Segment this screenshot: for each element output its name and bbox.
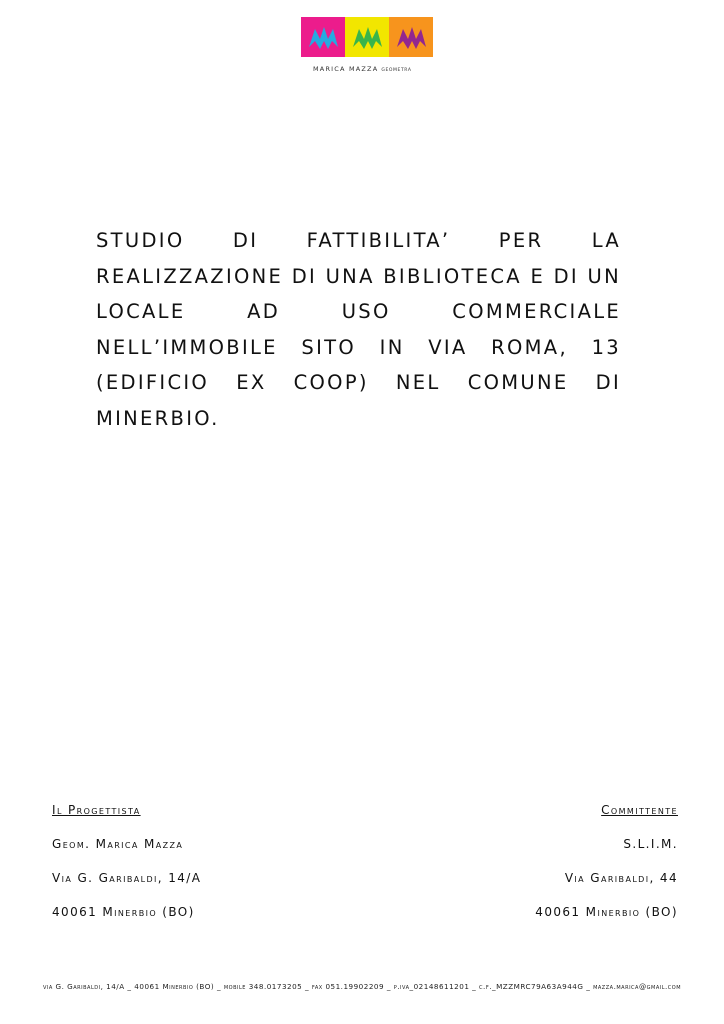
document-title: STUDIO DI FATTIBILITA’ PER LA REALIZZAZIONE DI UNA BIBLIOTECA E DI UN LOCALE AD USO COMMERCIALE NELL’IMMOBILE SITO IN VIA ROMA, 13 (EDIFICIO EX COOP) NEL COMUNE DI MINERBIO. xyxy=(96,229,621,430)
logo-tiles xyxy=(301,17,433,57)
logo xyxy=(301,17,433,79)
designer-address: Via G. Garibaldi, 14/A xyxy=(52,871,202,885)
designer-block xyxy=(52,801,201,937)
logo-caption xyxy=(313,65,433,73)
designer-city: 40061 Minerbio (BO) xyxy=(52,905,195,919)
client-address: Via Garibaldi, 44 xyxy=(564,871,678,885)
designer-heading: Il Progettista xyxy=(52,803,141,817)
client-city: 40061 Minerbio (BO) xyxy=(535,905,678,919)
logo-tile-yellow xyxy=(345,17,389,57)
logo-name: MARICA MAZZA xyxy=(313,65,379,73)
designer-name: Geom. Marica Mazza xyxy=(52,837,184,851)
client-heading: Committente xyxy=(601,803,678,817)
logo-figure-icon xyxy=(345,17,389,57)
logo-figure-icon xyxy=(301,17,345,57)
logo-subtitle: GEOMETRA xyxy=(381,68,412,73)
logo-tile-orange xyxy=(389,17,433,57)
client-name: S.L.I.M. xyxy=(623,837,678,851)
client-block xyxy=(535,801,678,937)
footer-contact-line: via G. Garibaldi, 14/A _ 40061 Minerbio (BO) _ mobile 348.0173205 _ fax 051.19902209 _ p.iva_02148611201 _ c.f._MZZMRC79A63A944G _ mazza.marica@gmail.com xyxy=(42,982,682,991)
logo-tile-pink xyxy=(301,17,345,57)
logo-figure-icon xyxy=(389,17,433,57)
